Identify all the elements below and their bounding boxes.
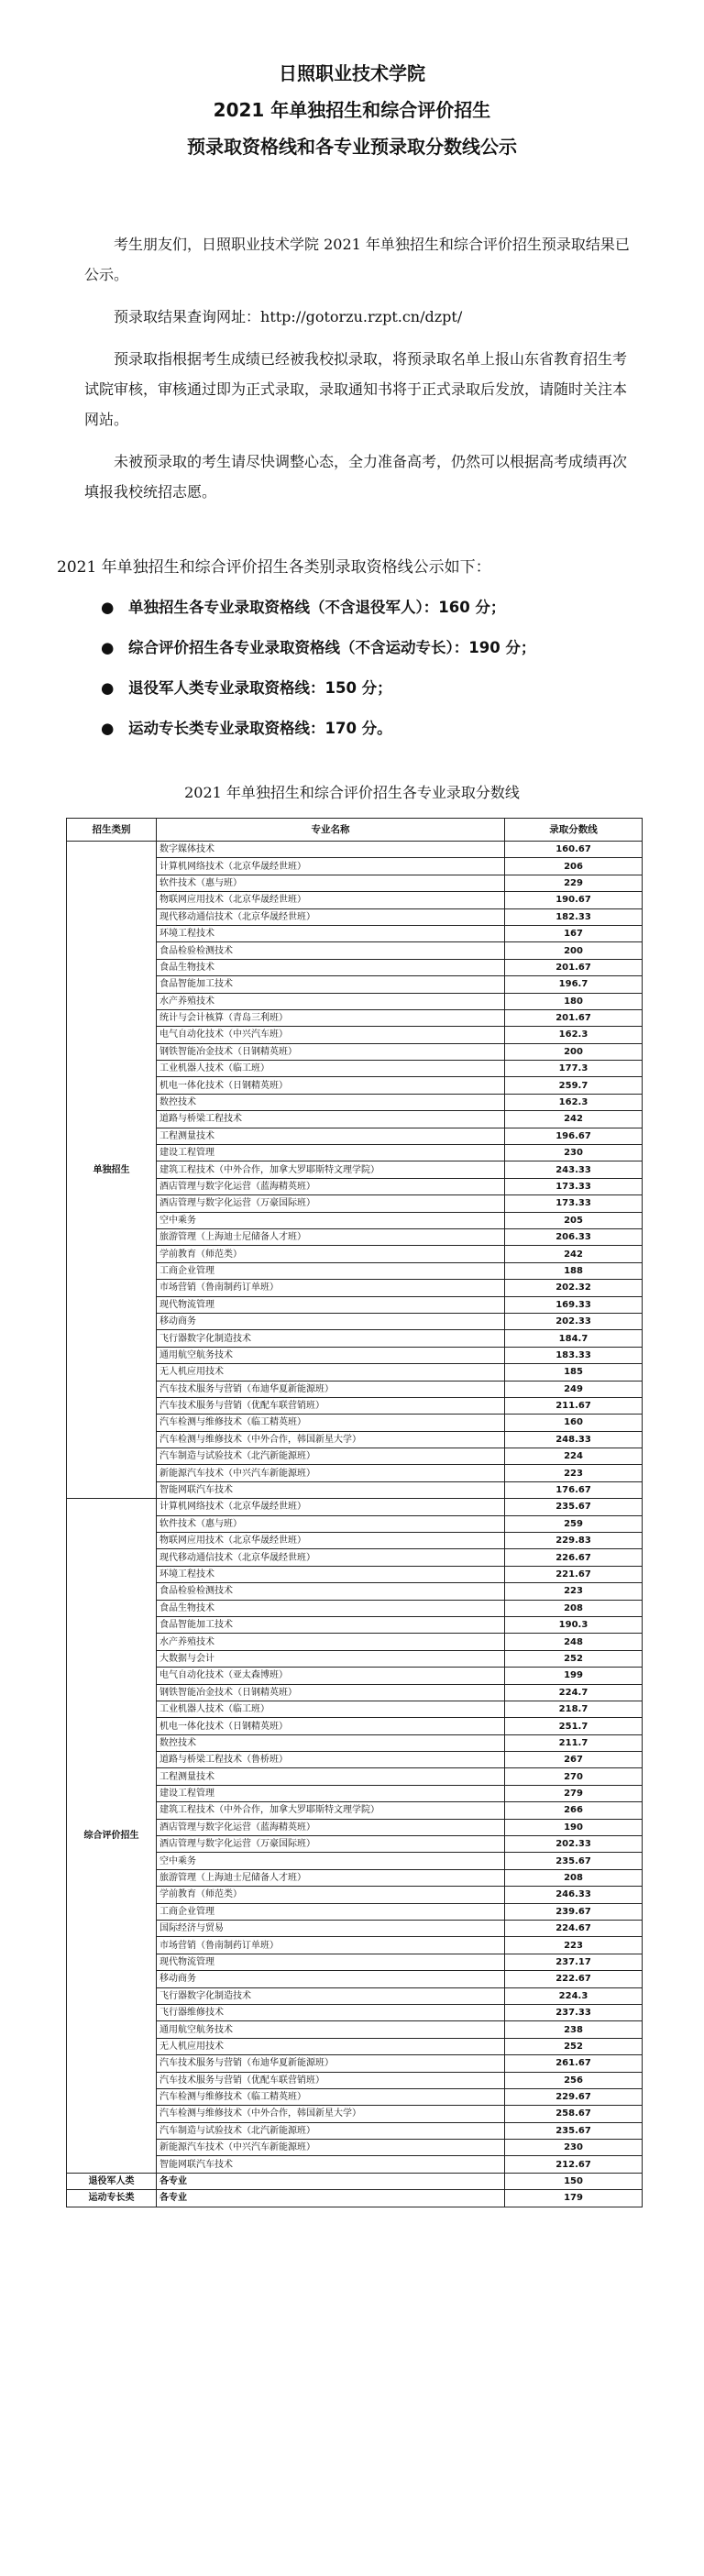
score-cell: 196.67	[505, 1128, 643, 1144]
score-cell: 199	[505, 1668, 643, 1684]
bullet-icon: ●	[101, 720, 115, 737]
score-cell: 200	[505, 942, 643, 959]
score-cell: 202.33	[505, 1836, 643, 1853]
score-cell: 179	[505, 2190, 643, 2207]
major-cell: 工程测量技术	[157, 1768, 505, 1785]
score-cell: 211.7	[505, 1734, 643, 1751]
qualification-lines	[57, 552, 651, 744]
score-cell: 169.33	[505, 1296, 643, 1313]
qualification-list	[101, 592, 651, 744]
major-cell: 移动商务	[157, 1971, 505, 1987]
score-cell: 223	[505, 1465, 643, 1481]
score-cell: 173.33	[505, 1195, 643, 1212]
notice-title: 2021 年单独招生和综合评价招生	[213, 99, 491, 121]
score-cell: 242	[505, 1246, 643, 1262]
major-cell: 工程测量技术	[157, 1128, 505, 1144]
major-cell: 旅游管理（上海迪士尼储备人才班）	[157, 1228, 505, 1245]
score-cell: 200	[505, 1043, 643, 1060]
major-cell: 汽车制造与试验技术（北汽新能源班）	[157, 2122, 505, 2139]
score-cell: 252	[505, 2038, 643, 2054]
major-cell: 无人机应用技术	[157, 1364, 505, 1381]
table-row	[67, 842, 643, 858]
major-cell: 食品检验检测技术	[157, 1583, 505, 1600]
score-cell: 258.67	[505, 2106, 643, 2122]
score-cell: 221.67	[505, 1566, 643, 1582]
score-cell: 160.67	[505, 842, 643, 858]
major-cell: 酒店管理与数字化运营（万豪国际班）	[157, 1836, 505, 1853]
major-cell: 通用航空航务技术	[157, 1347, 505, 1363]
score-cell: 229.83	[505, 1533, 643, 1549]
score-cell: 223	[505, 1937, 643, 1954]
score-cell: 224.3	[505, 1987, 643, 2004]
major-cell: 数控技术	[157, 1094, 505, 1110]
major-cell: 新能源汽车技术（中兴汽车新能源班）	[157, 2140, 505, 2156]
qualification-item	[101, 673, 651, 704]
score-cell: 162.3	[505, 1027, 643, 1043]
major-cell: 通用航空航务技术	[157, 2021, 505, 2038]
table-row	[67, 1499, 643, 1515]
major-cell: 各专业	[157, 2173, 505, 2189]
score-cell: 160	[505, 1415, 643, 1431]
url-label: 预录取结果查询网址：	[114, 308, 261, 325]
major-cell: 食品智能加工技术	[157, 976, 505, 993]
table-row	[67, 2190, 643, 2207]
major-cell: 各专业	[157, 2190, 505, 2207]
major-cell: 水产养殖技术	[157, 993, 505, 1009]
bullet-icon: ●	[101, 599, 115, 616]
score-cell: 266	[505, 1802, 643, 1819]
qualification-title: 2021 年单独招生和综合评价招生各类别录取资格线公示如下：	[57, 558, 491, 577]
major-cell: 道路与桥梁工程技术（鲁桥班）	[157, 1752, 505, 1768]
major-cell: 现代移动通信技术（北京华晟经世班）	[157, 1549, 505, 1566]
major-cell: 计算机网络技术（北京华晟经世班）	[157, 858, 505, 875]
major-cell: 数字媒体技术	[157, 842, 505, 858]
category-cell: 退役军人类	[67, 2173, 157, 2189]
score-cell: 173.33	[505, 1178, 643, 1194]
bullet-icon: ●	[101, 679, 115, 697]
score-cell: 177.3	[505, 1061, 643, 1077]
school-title: 日照职业技术学院	[279, 62, 425, 84]
major-cell: 智能网联汽车技术	[157, 1481, 505, 1498]
intro-paragraph-url	[84, 302, 634, 332]
score-cell: 196.7	[505, 976, 643, 993]
score-cell: 211.67	[505, 1397, 643, 1414]
score-cell: 243.33	[505, 1161, 643, 1178]
header-score: 录取分数线	[505, 819, 643, 842]
score-cell: 162.3	[505, 1094, 643, 1110]
major-cell: 统计与会计核算（青岛三利班）	[157, 1009, 505, 1026]
score-cell: 202.32	[505, 1280, 643, 1296]
major-cell: 工业机器人技术（临工班）	[157, 1061, 505, 1077]
major-cell: 汽车检测与维修技术（中外合作，韩国新星大学）	[157, 2106, 505, 2122]
table-body	[67, 842, 643, 2207]
table-header-row	[67, 819, 643, 842]
score-cell: 208	[505, 1869, 643, 1886]
major-cell: 建设工程管理	[157, 1785, 505, 1801]
major-cell: 国际经济与贸易	[157, 1921, 505, 1937]
score-cell: 202.33	[505, 1313, 643, 1329]
score-cell: 208	[505, 1600, 643, 1616]
header-major: 专业名称	[157, 819, 505, 842]
score-cell: 190	[505, 1819, 643, 1835]
major-cell: 软件技术（惠与班）	[157, 875, 505, 891]
major-cell: 工商企业管理	[157, 1903, 505, 1920]
score-cell: 242	[505, 1111, 643, 1128]
score-cell: 256	[505, 2072, 643, 2088]
major-cell: 酒店管理与数字化运营（蓝海精英班）	[157, 1178, 505, 1194]
score-cell: 224.7	[505, 1684, 643, 1701]
major-cell: 水产养殖技术	[157, 1634, 505, 1650]
score-cell: 252	[505, 1650, 643, 1667]
major-cell: 学前教育（师范类）	[157, 1246, 505, 1262]
page-header	[0, 55, 704, 165]
score-cell: 206.33	[505, 1228, 643, 1245]
score-table	[66, 818, 643, 2207]
score-cell: 150	[505, 2173, 643, 2189]
score-cell: 218.7	[505, 1701, 643, 1717]
score-cell: 229	[505, 875, 643, 891]
score-cell: 230	[505, 2140, 643, 2156]
major-cell: 现代物流管理	[157, 1296, 505, 1313]
major-cell: 食品生物技术	[157, 959, 505, 975]
score-cell: 212.67	[505, 2156, 643, 2173]
major-cell: 飞行器数字化制造技术	[157, 1987, 505, 2004]
score-cell: 222.67	[505, 1971, 643, 1987]
score-cell: 224	[505, 1448, 643, 1465]
major-cell: 食品生物技术	[157, 1600, 505, 1616]
major-cell: 汽车检测与维修技术（临工精英班）	[157, 1415, 505, 1431]
major-cell: 空中乘务	[157, 1853, 505, 1869]
major-cell: 市场营销（鲁南制药订单班）	[157, 1937, 505, 1954]
score-cell: 201.67	[505, 1009, 643, 1026]
score-cell: 184.7	[505, 1330, 643, 1347]
score-cell: 237.33	[505, 2004, 643, 2020]
qualification-item	[101, 633, 651, 664]
major-cell: 现代物流管理	[157, 1954, 505, 1970]
major-cell: 软件技术（惠与班）	[157, 1515, 505, 1532]
major-cell: 物联网应用技术（北京华晟经世班）	[157, 1533, 505, 1549]
qualification-item	[101, 713, 651, 744]
score-cell: 226.67	[505, 1549, 643, 1566]
major-cell: 飞行器数字化制造技术	[157, 1330, 505, 1347]
score-cell: 246.33	[505, 1887, 643, 1903]
score-cell: 223	[505, 1583, 643, 1600]
score-cell: 205	[505, 1212, 643, 1228]
score-cell: 249	[505, 1381, 643, 1397]
major-cell: 汽车检测与维修技术（中外合作，韩国新星大学）	[157, 1431, 505, 1448]
major-cell: 道路与桥梁工程技术	[157, 1111, 505, 1128]
major-cell: 智能网联汽车技术	[157, 2156, 505, 2173]
table-row	[67, 2173, 643, 2189]
score-cell: 267	[505, 1752, 643, 1768]
score-cell: 188	[505, 1262, 643, 1279]
major-cell: 机电一体化技术（日钢精英班）	[157, 1718, 505, 1734]
score-cell: 229.67	[505, 2088, 643, 2105]
score-cell: 251.7	[505, 1718, 643, 1734]
notice-subtitle: 预录取资格线和各专业预录取分数线公示	[187, 136, 517, 158]
major-cell: 飞行器维修技术	[157, 2004, 505, 2020]
score-cell: 248	[505, 1634, 643, 1650]
qualification-text: 单独招生各专业录取资格线（不含退役军人）：160 分；	[128, 599, 506, 616]
score-cell: 201.67	[505, 959, 643, 975]
major-cell: 数控技术	[157, 1734, 505, 1751]
category-cell: 运动专长类	[67, 2190, 157, 2207]
major-cell: 钢铁智能冶金技术（日钢精英班）	[157, 1043, 505, 1060]
score-cell: 167	[505, 925, 643, 941]
major-cell: 钢铁智能冶金技术（日钢精英班）	[157, 1684, 505, 1701]
intro-text	[84, 229, 634, 519]
major-cell: 建筑工程技术（中外合作，加拿大罗耶斯特文理学院）	[157, 1802, 505, 1819]
qualification-text: 综合评价招生各专业录取资格线（不含运动专长）：190 分；	[128, 639, 536, 656]
major-cell: 移动商务	[157, 1313, 505, 1329]
major-cell: 现代移动通信技术（北京华晟经世班）	[157, 908, 505, 925]
intro-paragraph-3: 预录取指根据考生成绩已经被我校拟录取，将预录取名单上报山东省教育招生考试院审核，审核通过即为正式录取，录取通知书将于正式录取后发放，请随时关注本网站。	[84, 350, 628, 428]
score-cell: 235.67	[505, 2122, 643, 2139]
intro-paragraph-4: 未被预录取的考生请尽快调整心态，全力准备高考，仍然可以根据高考成绩再次填报我校统招志愿。	[84, 453, 628, 501]
major-cell: 旅游管理（上海迪士尼储备人才班）	[157, 1869, 505, 1886]
score-cell: 206	[505, 858, 643, 875]
qualification-item	[101, 592, 651, 623]
score-cell: 224.67	[505, 1921, 643, 1937]
major-cell: 计算机网络技术（北京华晟经世班）	[157, 1499, 505, 1515]
header-category: 招生类别	[67, 819, 157, 842]
table-title: 2021 年单独招生和综合评价招生各专业录取分数线	[184, 784, 520, 801]
score-cell: 235.67	[505, 1853, 643, 1869]
major-cell: 建筑工程技术（中外合作，加拿大罗耶斯特文理学院）	[157, 1161, 505, 1178]
score-cell: 190.67	[505, 892, 643, 908]
major-cell: 空中乘务	[157, 1212, 505, 1228]
major-cell: 机电一体化技术（日钢精英班）	[157, 1077, 505, 1094]
major-cell: 酒店管理与数字化运营（万豪国际班）	[157, 1195, 505, 1212]
score-cell: 239.67	[505, 1903, 643, 1920]
major-cell: 汽车检测与维修技术（临工精英班）	[157, 2088, 505, 2105]
category-cell: 单独招生	[67, 842, 157, 1499]
score-cell: 259.7	[505, 1077, 643, 1094]
score-cell: 235.67	[505, 1499, 643, 1515]
major-cell: 汽车技术服务与营销（优配车联营销班）	[157, 1397, 505, 1414]
major-cell: 环境工程技术	[157, 1566, 505, 1582]
major-cell: 学前教育（师范类）	[157, 1887, 505, 1903]
major-cell: 汽车技术服务与营销（布迪华夏新能源班）	[157, 1381, 505, 1397]
major-cell: 电气自动化技术（中兴汽车班）	[157, 1027, 505, 1043]
score-cell: 238	[505, 2021, 643, 2038]
score-cell: 248.33	[505, 1431, 643, 1448]
score-cell: 279	[505, 1785, 643, 1801]
score-cell: 261.67	[505, 2055, 643, 2072]
score-cell: 259	[505, 1515, 643, 1532]
major-cell: 大数据与会计	[157, 1650, 505, 1667]
major-cell: 建设工程管理	[157, 1145, 505, 1161]
score-cell: 180	[505, 993, 643, 1009]
major-cell: 食品检验检测技术	[157, 942, 505, 959]
score-cell: 182.33	[505, 908, 643, 925]
score-cell: 176.67	[505, 1481, 643, 1498]
qualification-text: 运动专长类专业录取资格线：170 分。	[128, 720, 392, 737]
major-cell: 无人机应用技术	[157, 2038, 505, 2054]
major-cell: 汽车技术服务与营销（布迪华夏新能源班）	[157, 2055, 505, 2072]
major-cell: 电气自动化技术（亚太森博班）	[157, 1668, 505, 1684]
query-url-link[interactable]: http://gotorzu.rzpt.cn/dzpt/	[260, 308, 463, 325]
score-cell: 190.3	[505, 1616, 643, 1633]
major-cell: 新能源汽车技术（中兴汽车新能源班）	[157, 1465, 505, 1481]
intro-paragraph-1: 考生朋友们，日照职业技术学院 2021 年单独招生和综合评价招生预录取结果已公示。	[84, 236, 630, 283]
major-cell: 物联网应用技术（北京华晟经世班）	[157, 892, 505, 908]
major-cell: 市场营销（鲁南制药订单班）	[157, 1280, 505, 1296]
score-cell: 270	[505, 1768, 643, 1785]
major-cell: 工业机器人技术（临工班）	[157, 1701, 505, 1717]
score-cell: 183.33	[505, 1347, 643, 1363]
major-cell: 酒店管理与数字化运营（蓝海精英班）	[157, 1819, 505, 1835]
major-cell: 食品智能加工技术	[157, 1616, 505, 1633]
bullet-icon: ●	[101, 639, 115, 656]
qualification-text: 退役军人类专业录取资格线：150 分；	[128, 679, 392, 697]
major-cell: 汽车制造与试验技术（北汽新能源班）	[157, 1448, 505, 1465]
major-cell: 工商企业管理	[157, 1262, 505, 1279]
major-cell: 环境工程技术	[157, 925, 505, 941]
score-cell: 230	[505, 1145, 643, 1161]
score-cell: 237.17	[505, 1954, 643, 1970]
major-cell: 汽车技术服务与营销（优配车联营销班）	[157, 2072, 505, 2088]
score-cell: 185	[505, 1364, 643, 1381]
category-cell: 综合评价招生	[67, 1499, 157, 2174]
